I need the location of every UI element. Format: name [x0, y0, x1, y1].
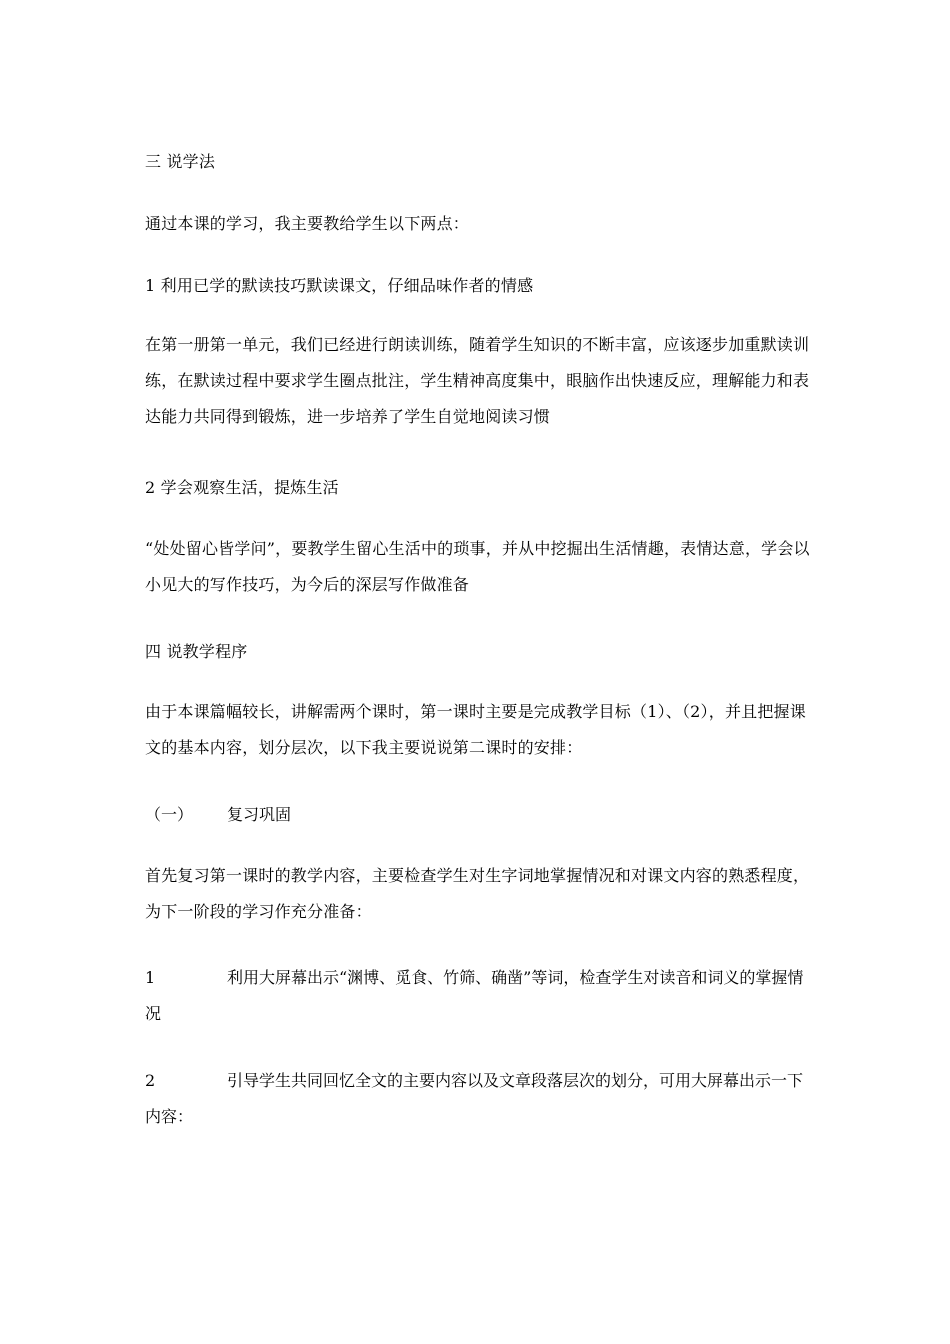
point1-body: 在第一册第一单元，我们已经进行朗读训练，随着学生知识的不断丰富，应该逐步加重默读训练，在默读过程中要求学生圈点批注，学生精神高度集中，眼脑作出快速反应，理解能力和表达能力共同得到锻炼，进一步培养了学生自觉地阅读习惯	[145, 335, 810, 426]
list-item	[145, 960, 810, 1032]
list-item	[145, 1063, 810, 1135]
section4-intro: 由于本课篇幅较长，讲解需两个课时，第一课时主要是完成教学目标（1）、（2），并且把握课文的基本内容，划分层次，以下我主要说说第二课时的安排：	[145, 702, 806, 757]
list-item-text: 引导学生共同回忆全文的主要内容以及文章段落层次的划分，可用大屏幕出示一下内容：	[145, 1071, 804, 1126]
section3-heading: 三 说学法	[145, 152, 216, 171]
section3-intro: 通过本课的学习，我主要教给学生以下两点：	[145, 214, 470, 233]
sub1-intro: 首先复习第一课时的教学内容，主要检查学生对生字词地掌握情况和对课文内容的熟悉程度，为下一阶段的学习作充分准备：	[145, 866, 810, 921]
list-item-text: 利用大屏幕出示“渊博、觅食、竹筛、确凿”等词，检查学生对读音和词义的掌握情况	[145, 968, 804, 1023]
point1-title: 1 利用已学的默读技巧默读课文，仔细品味作者的情感	[145, 276, 534, 295]
sub-heading-title: 复习巩固	[227, 805, 292, 824]
section4-heading: 四 说教学程序	[145, 642, 248, 661]
list-item-number: 2	[145, 1071, 156, 1090]
sub-heading-number: （一）	[145, 805, 194, 824]
point2-title: 2 学会观察生活，提炼生活	[145, 478, 339, 497]
list-item-number: 1	[145, 968, 156, 987]
sub-heading-review	[145, 797, 810, 833]
point2-body: “处处留心皆学问”，要教学生留心生活中的琐事，并从中挖掘出生活情趣，表情达意，学会以小见大的写作技巧，为今后的深层写作做准备	[145, 539, 810, 594]
